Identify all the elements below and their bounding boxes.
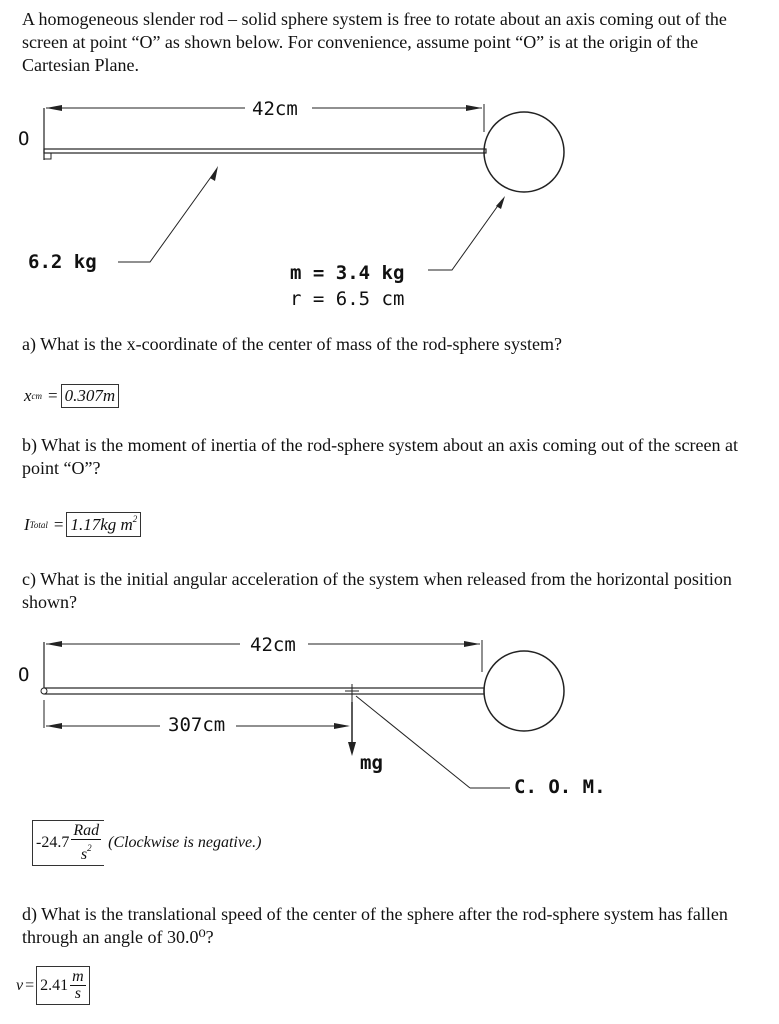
- answer-c-unit-numerator: Rad: [73, 822, 100, 839]
- answer-a-symbol: x: [24, 386, 32, 405]
- answer-c-value: -24.7: [36, 834, 70, 851]
- dimension-arrow-right-2: [464, 641, 480, 647]
- answer-d-symbol: v: [16, 976, 24, 994]
- sphere-2: [484, 651, 564, 731]
- rod-mass-label: 6.2 kg: [28, 251, 97, 273]
- answer-c-box: [32, 820, 104, 866]
- answer-b-symbol: I: [24, 514, 30, 534]
- rod-mass-leader: [118, 170, 216, 262]
- question-a: a) What is the x-coordinate of the center of mass of the rod-sphere system?: [22, 334, 562, 354]
- answer-a-subscript: cm: [31, 391, 43, 401]
- answer-c-note: (Clockwise is negative.): [108, 834, 262, 851]
- answer-b: I Total = 1.17kg $m^2$: [24, 512, 141, 537]
- answer-b-subscript: Total: [29, 519, 48, 530]
- origin-label-1: O: [18, 128, 30, 150]
- dimension-arrow-left-2: [46, 641, 62, 647]
- dimension-arrow-right: [466, 105, 482, 111]
- com-dimension-arrow-left: [46, 723, 62, 729]
- answer-d-box: [36, 966, 90, 1005]
- dimension-arrow-left: [46, 105, 62, 111]
- weight-arrow-head: [348, 742, 356, 756]
- com-dimension-arrow-right: [334, 723, 350, 729]
- sphere-mass-leader: [428, 200, 502, 270]
- question-d: d) What is the translational speed of the center of the sphere after the rod-sphere system has fallen through an angle of 30.0⁰?: [22, 904, 728, 947]
- answer-d-unit: [70, 969, 86, 1002]
- answer-b-exponent: 2: [132, 514, 138, 524]
- com-distance-label: 307cm: [164, 714, 229, 737]
- length-label-1: 42cm: [248, 98, 302, 121]
- sphere-mass-label: m = 3.4 kg: [290, 262, 405, 284]
- answer-a: x cm = 0.307m: [24, 384, 119, 408]
- rod-2: [44, 688, 484, 694]
- answer-b-value-box: [66, 512, 141, 537]
- pivot-2: [41, 688, 47, 694]
- answer-d: v = 2.41 $\frac{m}{s}$: [16, 966, 90, 1005]
- length-label-2: 42cm: [246, 634, 300, 657]
- rod-sphere-diagram-2: [0, 620, 779, 840]
- question-c: c) What is the initial angular acceleration of the system when released from the horizontal position shown?: [22, 569, 732, 612]
- rod-mass-leader-arrow: [210, 166, 218, 181]
- weight-label: mg: [360, 752, 383, 774]
- answer-c-unit: [71, 823, 101, 863]
- origin-label-2: O: [18, 664, 30, 686]
- answer-d-unit-numerator: m: [72, 968, 84, 985]
- answer-a-value: 0.307m: [61, 384, 120, 408]
- sphere-radius-label: r = 6.5 cm: [290, 288, 405, 310]
- intro-text: A homogeneous slender rod – solid sphere system is free to rotate about an axis coming out of the screen at point “O” as shown below. For convenience, assume point “O” is at the origin of the Cartesian Plane.: [22, 9, 727, 75]
- com-label: C. O. M.: [514, 776, 606, 798]
- answer-c: [32, 820, 261, 866]
- rod: [44, 149, 486, 153]
- pivot-mark: [44, 153, 51, 159]
- answer-d-value: 2.41: [40, 976, 69, 994]
- sphere: [484, 112, 564, 192]
- question-b: b) What is the moment of inertia of the rod-sphere system about an axis coming out of the screen at point “O”?: [22, 435, 738, 478]
- answer-c-unit-denominator: $s^2$: [80, 843, 92, 863]
- answer-d-unit-denominator: s: [74, 985, 82, 1002]
- answer-b-value: 1.17kg m: [70, 515, 133, 534]
